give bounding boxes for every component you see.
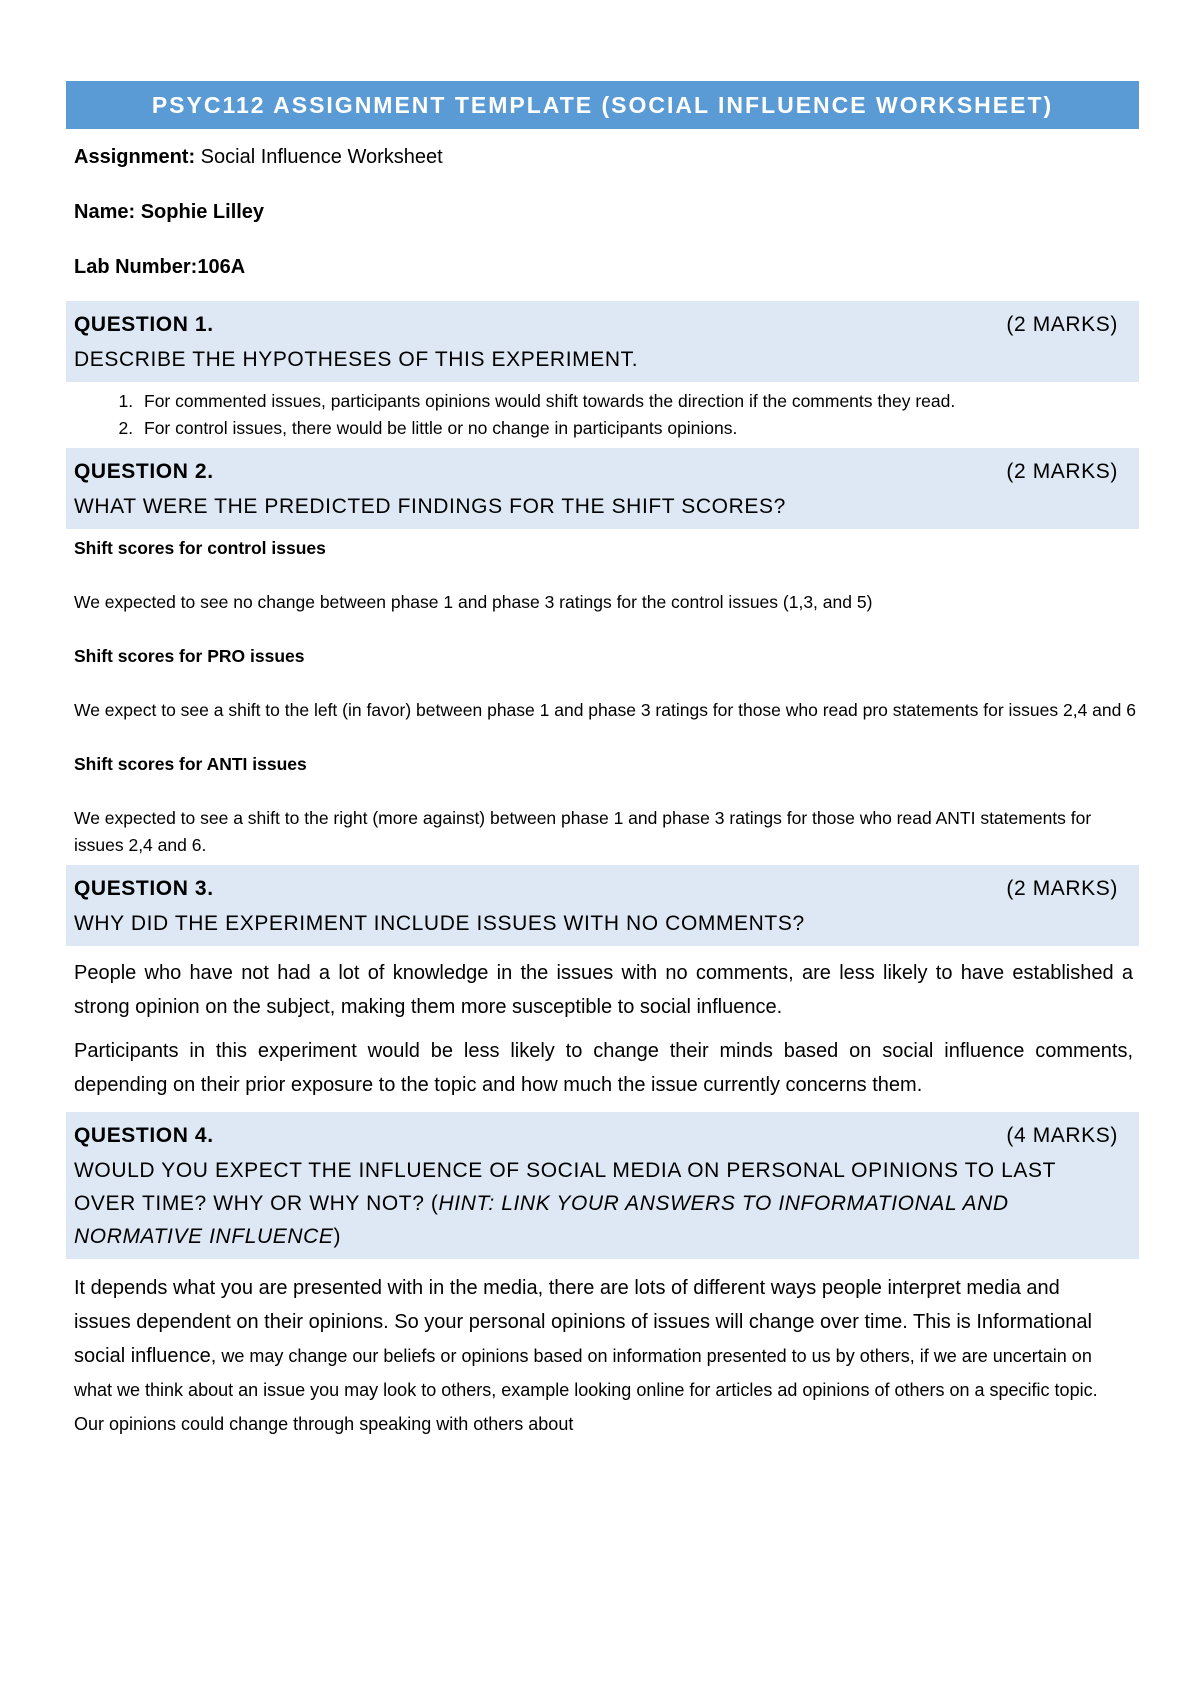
name-line [74, 198, 1139, 226]
student-details [66, 143, 1139, 281]
name-label: Name: [74, 201, 136, 223]
question-4-text [74, 1154, 1118, 1253]
lab-value: 106A [197, 256, 246, 278]
question-4-heading: QUESTION 4. [74, 1124, 214, 1147]
question-1-marks: (2 MARKS) [1006, 313, 1118, 336]
question-4-answer-tail: we may change our beliefs or opinions based on information presented to us by others, if we are uncertain on what we think about an issue you may look to others, example looking online for articles ad opinions of others on a specific topic. Our opinions could change through speaking with others about [74, 1346, 1098, 1434]
question-4-answer-main: It depends what you are presented with in the media, there are lots of different ways people interpret media and issues dependent on their opinions. So your personal opinions of issues will change over time. This is Informational social influence, [74, 1277, 1092, 1367]
question-4-answer [66, 1271, 1139, 1441]
list-item: 1. For commented issues, participants opinions would shift towards the direction if the comments they read. [138, 388, 1139, 415]
name-value: Sophie Lilley [135, 201, 265, 223]
assignment-value: Social Influence Worksheet [195, 146, 443, 168]
pro-issues-heading: Shift scores for PRO issues [74, 646, 305, 666]
question-1-header [74, 307, 1118, 343]
question-4-marks: (4 MARKS) [1006, 1124, 1118, 1147]
question-2-header [74, 454, 1118, 490]
question-4-box [66, 1112, 1139, 1259]
document-page [66, 81, 1139, 1441]
question-4-hint: HINT: LINK YOUR ANSWERS TO INFORMATIONAL AND NORMATIVE INFLUENCE [74, 1192, 1009, 1248]
lab-line [74, 253, 1139, 281]
anti-issues-heading: Shift scores for ANTI issues [74, 754, 307, 774]
question-2-marks: (2 MARKS) [1006, 460, 1118, 483]
question-3-answer [66, 956, 1139, 1102]
document-title: PSYC112 ASSIGNMENT TEMPLATE (SOCIAL INFLUENCE WORKSHEET) [66, 81, 1139, 129]
lab-label: Lab Number: [74, 256, 198, 278]
list-item: 2. For control issues, there would be little or no change in participants opinions. [138, 415, 1139, 442]
question-3-heading: QUESTION 3. [74, 877, 214, 900]
question-2-heading: QUESTION 2. [74, 460, 214, 483]
question-3-box [66, 865, 1139, 946]
assignment-line [74, 143, 1139, 171]
question-1-text: DESCRIBE THE HYPOTHESES OF THIS EXPERIMENT. [74, 348, 639, 371]
question-2-text: WHAT WERE THE PREDICTED FINDINGS FOR THE SHIFT SCORES? [74, 495, 786, 518]
question-2-answer [66, 535, 1139, 859]
question-4-text-main: WOULD YOU EXPECT THE INFLUENCE OF SOCIAL MEDIA ON PERSONAL OPINIONS TO LAST OVER TIME? WHY OR WHY NOT? ( [74, 1159, 1056, 1215]
question-4-text-close: ) [333, 1225, 342, 1248]
question-4-header [74, 1118, 1118, 1154]
control-issues-heading: Shift scores for control issues [74, 538, 326, 558]
question-1-answer-list [66, 388, 1139, 442]
question-3-marks: (2 MARKS) [1006, 877, 1118, 900]
question-3-answer-paragraph-1: People who have not had a lot of knowledge in the issues with no comments, are less likely to have established a strong opinion on the subject, making them more susceptible to social influence. [74, 962, 1133, 1018]
question-1-box [66, 301, 1139, 382]
question-2-box [66, 448, 1139, 529]
question-3-answer-paragraph-2: Participants in this experiment would be less likely to change their minds based on social influence comments, depending on their prior exposure to the topic and how much the issue currently concerns them. [74, 1040, 1133, 1096]
anti-issues-text: We expected to see a shift to the right (more against) between phase 1 and phase 3 ratings for those who read ANTI statements for issues 2,4 and 6. [74, 808, 1092, 855]
pro-issues-text: We expect to see a shift to the left (in favor) between phase 1 and phase 3 ratings for those who read pro statements for issues 2,4 and 6 [74, 700, 1136, 720]
question-3-header [74, 871, 1118, 907]
assignment-label: Assignment: [74, 146, 196, 168]
question-3-text: WHY DID THE EXPERIMENT INCLUDE ISSUES WITH NO COMMENTS? [74, 912, 805, 935]
question-1-heading: QUESTION 1. [74, 313, 214, 336]
control-issues-text: We expected to see no change between phase 1 and phase 3 ratings for the control issues (1,3, and 5) [74, 592, 873, 612]
